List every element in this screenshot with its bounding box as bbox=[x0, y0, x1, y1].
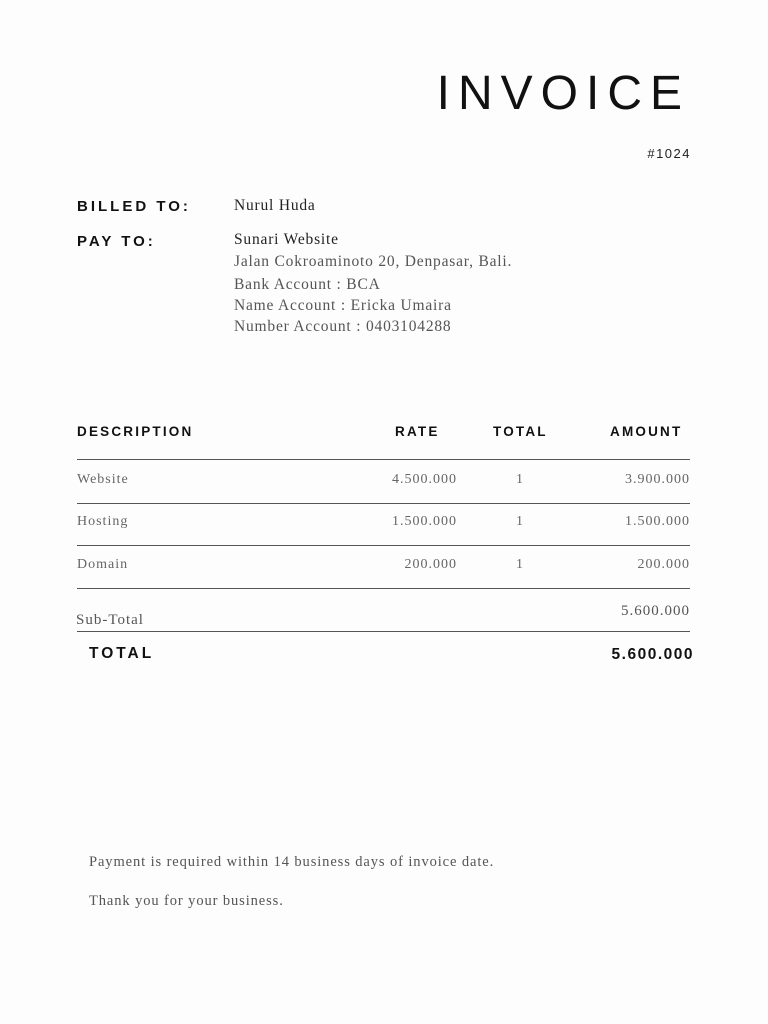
row-rate: 200.000 bbox=[404, 557, 457, 572]
pay-to-label: PAY TO: bbox=[77, 233, 156, 250]
divider bbox=[77, 459, 690, 460]
divider bbox=[77, 545, 690, 546]
thank-you-note: Thank you for your business. bbox=[89, 893, 284, 909]
number-account: Number Account : 0403104288 bbox=[234, 318, 452, 335]
column-header-description: DESCRIPTION bbox=[77, 424, 194, 439]
total-value: 5.600.000 bbox=[611, 646, 694, 663]
column-header-amount: AMOUNT bbox=[610, 424, 683, 439]
name-account: Name Account : Ericka Umaira bbox=[234, 297, 452, 314]
billed-to-name: Nurul Huda bbox=[234, 197, 316, 214]
row-amount: 3.900.000 bbox=[625, 472, 690, 487]
column-header-rate: RATE bbox=[395, 424, 440, 439]
row-description: Website bbox=[77, 472, 129, 487]
row-total: 1 bbox=[516, 557, 524, 572]
total-label: TOTAL bbox=[89, 645, 155, 662]
row-description: Hosting bbox=[77, 514, 129, 529]
row-total: 1 bbox=[516, 514, 524, 529]
divider bbox=[77, 588, 690, 589]
pay-to-address: Jalan Cokroaminoto 20, Denpasar, Bali. bbox=[234, 253, 513, 270]
subtotal-label: Sub-Total bbox=[76, 612, 144, 628]
row-rate: 4.500.000 bbox=[392, 472, 457, 487]
row-description: Domain bbox=[77, 557, 129, 572]
subtotal-value: 5.600.000 bbox=[621, 603, 690, 619]
row-amount: 200.000 bbox=[637, 557, 690, 572]
invoice-title: INVOICE bbox=[436, 67, 690, 120]
billed-to-label: BILLED TO: bbox=[77, 198, 191, 215]
divider bbox=[77, 631, 690, 632]
bank-account: Bank Account : BCA bbox=[234, 276, 381, 293]
divider bbox=[77, 503, 690, 504]
invoice-number: #1024 bbox=[647, 146, 691, 161]
pay-to-company: Sunari Website bbox=[234, 231, 339, 248]
row-total: 1 bbox=[516, 472, 524, 487]
column-header-total: TOTAL bbox=[493, 424, 548, 439]
row-rate: 1.500.000 bbox=[392, 514, 457, 529]
row-amount: 1.500.000 bbox=[625, 514, 690, 529]
payment-note: Payment is required within 14 business days of invoice date. bbox=[89, 854, 495, 870]
